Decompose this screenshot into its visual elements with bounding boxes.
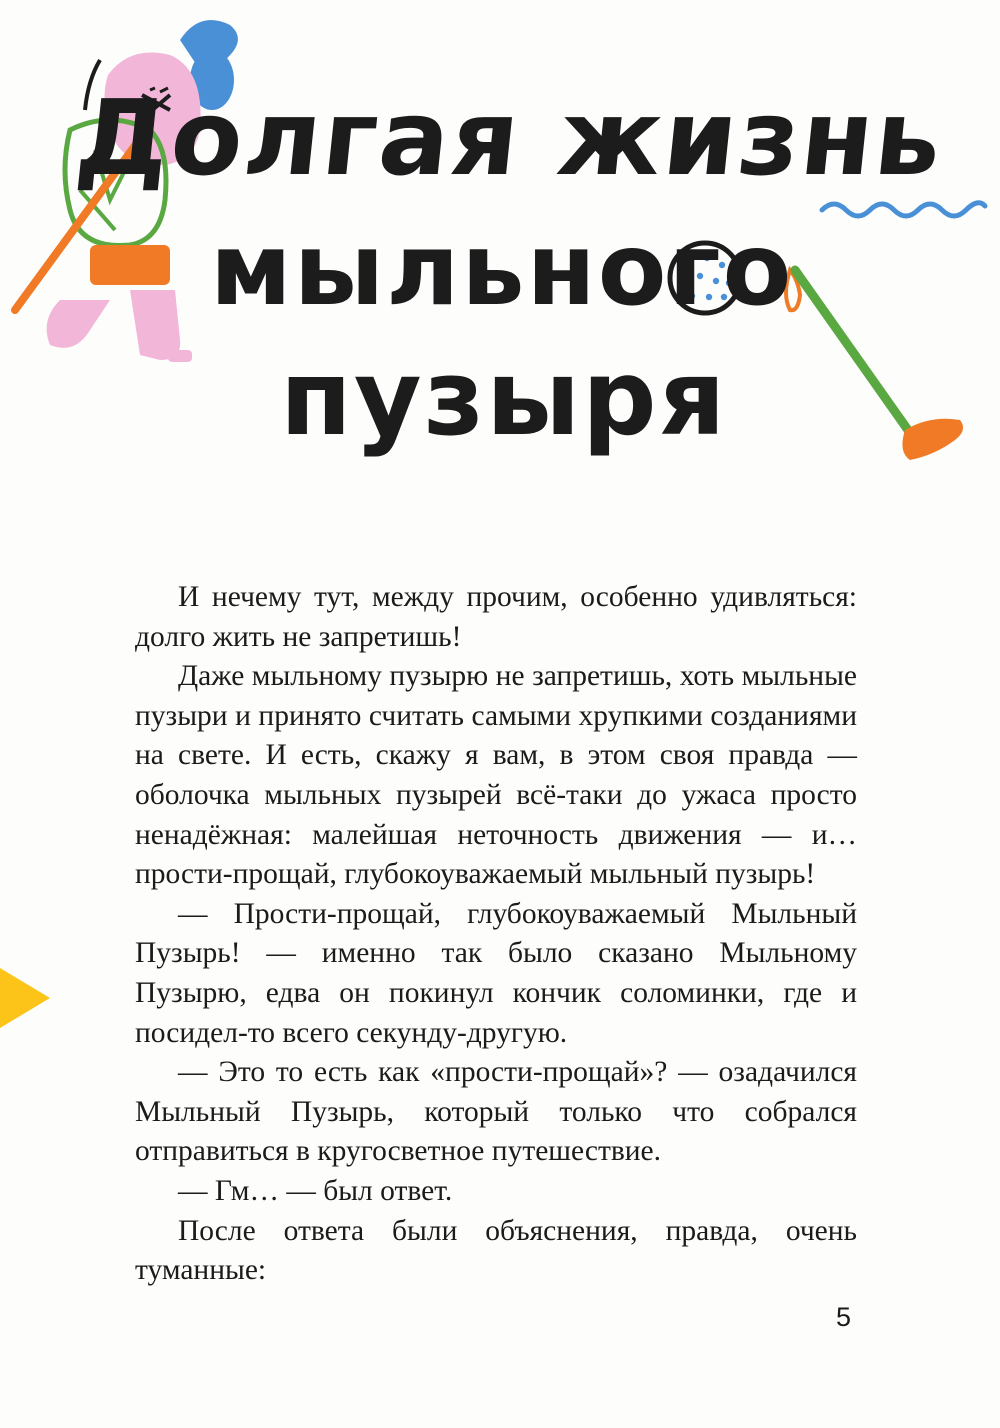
triangle-marker bbox=[0, 968, 50, 1028]
paragraph: После ответа были объяснения, правда, очень туманные: bbox=[135, 1214, 857, 1287]
title-line-3: пузыря bbox=[280, 337, 728, 459]
title-line-2: мыльного bbox=[210, 211, 794, 328]
page-number: 5 bbox=[836, 1302, 852, 1332]
title-line-1: Долгая жизнь bbox=[70, 77, 950, 199]
paragraph: Даже мыльному пузырю не запретишь, хоть мыльные пузыри и принято считать самыми хрупкими созданиями на свете. И есть, скажу я вам, в этом своя правда — оболочка мыльных пузырей всё-таки до ужаса просто ненадёжная: малейшая неточность движения — и… прости-прощай, глубокоуважаемый мыльный пузырь! bbox=[135, 660, 857, 891]
body-text bbox=[135, 578, 857, 1291]
paragraph: — Прости-прощай, глубокоуважаемый Мыльный Пузырь! — именно так было сказано Мыльному Пузырю, едва он покинул кончик соломинки, где и посидел-то всего секунду-другую. bbox=[135, 897, 857, 1049]
paragraph: — Это то есть как «прости-прощай»? — озадачился Мыльный Пузырь, который только что собрался отправиться в кругосветное путешествие. bbox=[135, 1056, 857, 1168]
paragraph: — Гм… — был ответ. bbox=[178, 1174, 453, 1207]
paragraph: И нечему тут, между прочим, особенно удивляться: долго жить не запретишь! bbox=[135, 581, 857, 653]
